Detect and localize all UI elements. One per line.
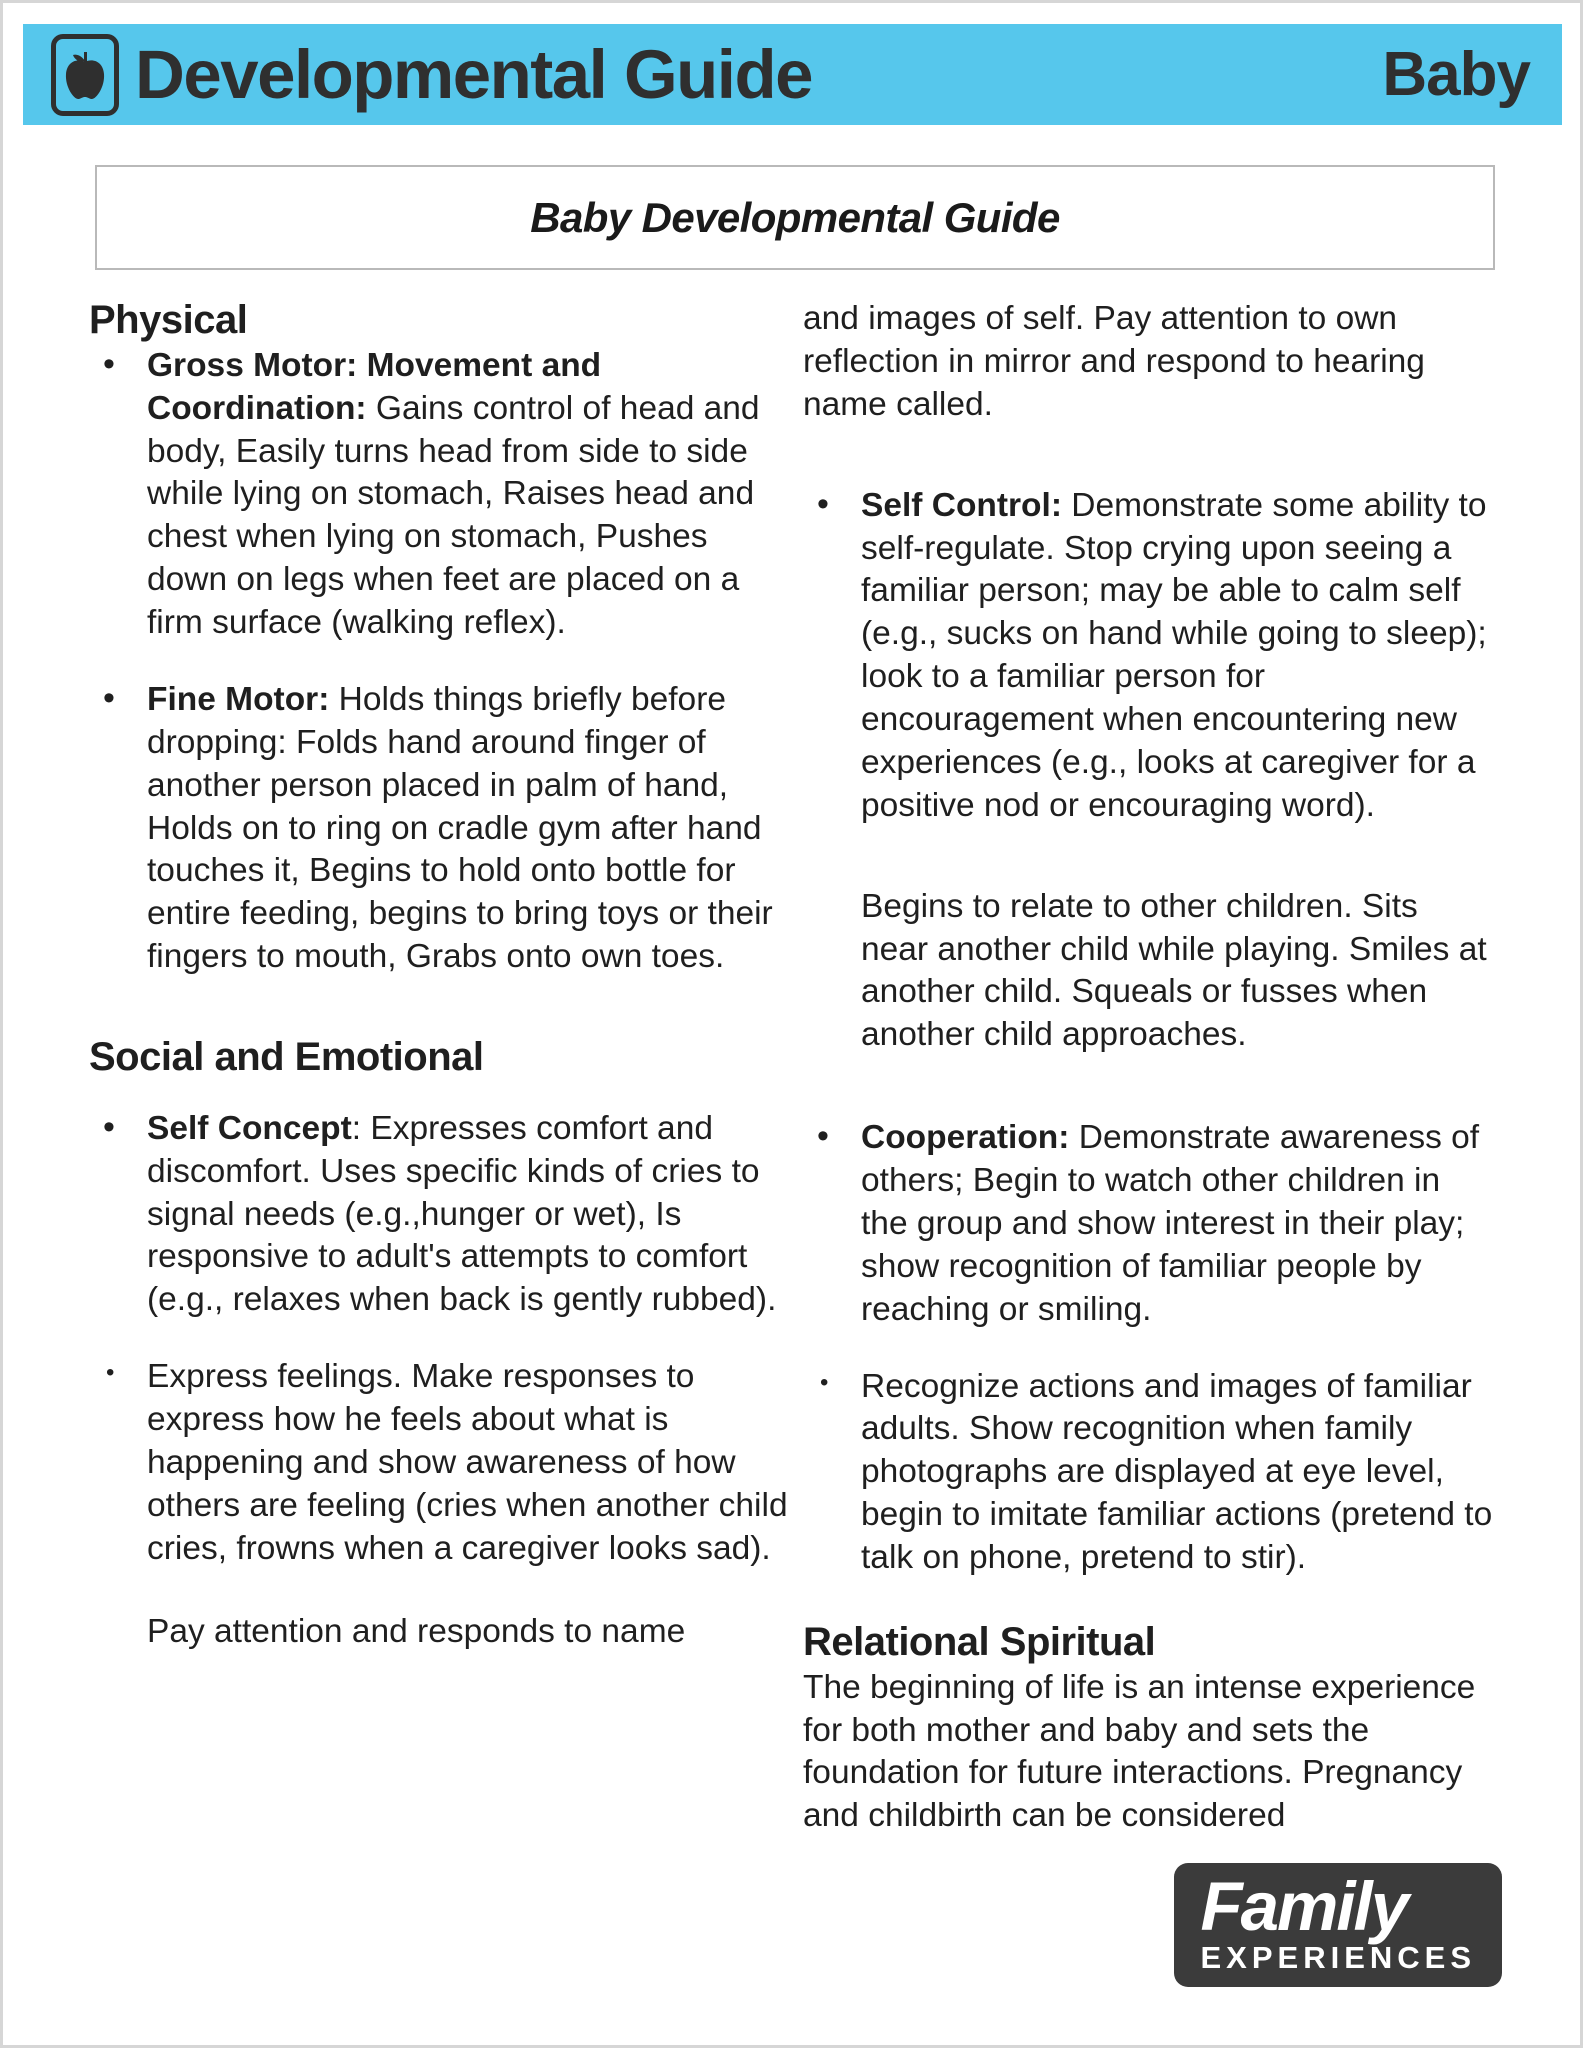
document-title: Baby Developmental Guide: [530, 193, 1060, 241]
bullet-text: Recognize actions and images of familiar adults. Show recognition when family photographs are displayed at eye level, begin to imitate familiar actions (pretend to talk on phone, pretend to stir).: [861, 1367, 1493, 1576]
social-emotional-bullet-list: [89, 1108, 789, 1571]
bullet-text: Express feelings. Make responses to express how he feels about what is happening and show awareness of how others are feeling (cries when another child cries, frowns when a caregiver looks sad).: [147, 1358, 788, 1567]
left-column: [89, 298, 789, 1687]
self-control-bullet-list: [803, 485, 1493, 828]
list-item: [89, 1108, 789, 1322]
list-item: [803, 485, 1493, 828]
bullet-text: Demonstrate awareness of others; Begin to watch other children in the group and show interest in their play; show recognition of familiar people by reaching or smiling.: [861, 1119, 1480, 1328]
list-item: [803, 1117, 1493, 1331]
continuation-paragraph: Pay attention and responds to name: [147, 1612, 686, 1650]
list-item: [89, 345, 789, 645]
section-heading-physical: Physical: [89, 298, 248, 342]
relational-spiritual-paragraph: The beginning of life is an intense experience for both mother and baby and sets the foundation for future interactions. Pregnancy and childbirth can be considered: [803, 1668, 1476, 1835]
bullet-label: Gross Motor: Movement and Coordination:: [147, 346, 602, 427]
list-item: [803, 1366, 1493, 1580]
age-group-label: Baby: [1382, 39, 1530, 109]
right-column: [803, 298, 1493, 1838]
bullet-text: Holds things briefly before dropping: Folds hand around finger of another person placed in palm of hand, Holds on to ring on cradle gym after hand touches it, Begins to hold onto bottle for entire feeding, begins to bring toys or their fingers to mouth, Grabs onto own toes.: [147, 680, 773, 976]
document-title-box: [95, 165, 1495, 270]
bullet-label: Self Concept: [147, 1109, 352, 1147]
spacer: [803, 828, 1493, 886]
logo-primary-text: Family: [1200, 1868, 1408, 1946]
spacer: [89, 1571, 789, 1611]
bullet-label: Fine Motor:: [147, 680, 330, 718]
list-item: [89, 679, 789, 979]
continuation-paragraph-top: and images of self. Pay attention to own reflection in mirror and respond to hearing name called.: [803, 300, 1425, 423]
section-heading-social-emotional: Social and Emotional: [89, 1035, 484, 1080]
apple-icon: [51, 34, 119, 116]
bullet-label: Self Control:: [861, 486, 1062, 524]
spacer: [803, 1091, 1493, 1117]
page-header: [23, 24, 1562, 125]
bullet-text: Gains control of head and body, Easily turns head from side to side while lying on stomach, Raises head and chest when lying on stomach, Pushes down on legs when feet are placed on a firm surface (walking reflex).: [147, 389, 760, 642]
bullet-text: Demonstrate some ability to self-regulate. Stop crying upon seeing a familiar person; may be able to calm self (e.g., sucks on hand while going to sleep); look to a familiar person for encouragement when encountering new experiences (e.g., looks at caregiver for a positive nod or encouraging word).: [861, 486, 1487, 824]
bullet-text: : Expresses comfort and discomfort. Uses specific kinds of cries to signal needs (e.g.,hunger or wet), Is responsive to adult's attempts to comfort (e.g., relaxes when back is gently rubbed).: [147, 1109, 777, 1319]
bullet-label: Cooperation:: [861, 1119, 1070, 1157]
family-experiences-logo: [1174, 1863, 1502, 1987]
cooperation-bullet-list: [803, 1117, 1493, 1580]
spacer: [89, 1082, 789, 1108]
children-relation-paragraph: Begins to relate to other children. Sits near another child while playing. Smiles at another child. Squeals or fusses when another child approaches.: [861, 887, 1487, 1054]
list-item: [89, 1356, 789, 1570]
logo-secondary-text: EXPERIENCES: [1200, 1940, 1476, 1975]
section-heading-relational-spiritual: Relational Spiritual: [803, 1619, 1156, 1664]
page-title: Developmental Guide: [135, 36, 812, 113]
spacer: [803, 427, 1493, 485]
physical-bullet-list: [89, 345, 789, 979]
spacer: [803, 1580, 1493, 1620]
content-columns: [3, 298, 1583, 1898]
